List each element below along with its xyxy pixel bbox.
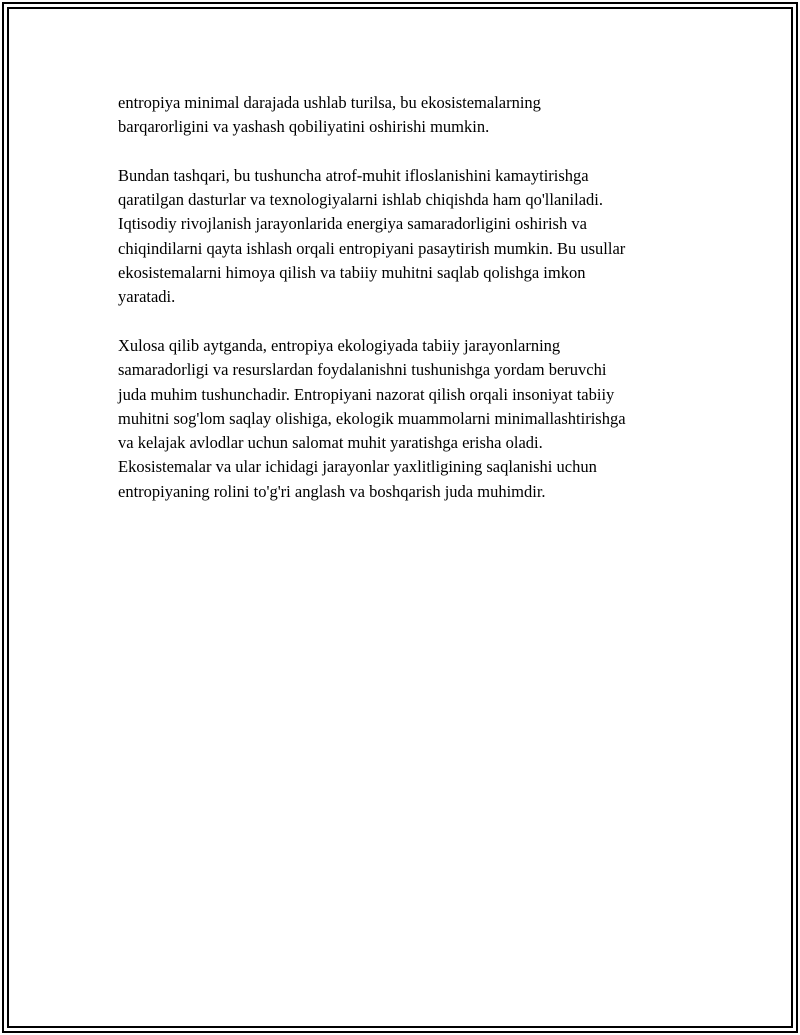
paragraph-3 — [118, 334, 698, 504]
document-body — [118, 91, 698, 528]
text-line: Bundan tashqari, bu tushuncha atrof-muhit ifloslanishini kamaytirishga — [118, 165, 589, 185]
text-line: juda muhim tushunchadir. Entropiyani nazorat qilish orqali insoniyat tabiiy — [118, 384, 615, 404]
text-line: barqarorligini va yashash qobiliyatini oshirishi mumkin. — [118, 117, 490, 137]
text-line: Xulosa qilib aytganda, entropiya ekologiyada tabiiy jarayonlarning — [118, 335, 561, 355]
text-line: va kelajak avlodlar uchun salomat muhit yaratishga erisha oladi. — [118, 433, 543, 453]
text-line: entropiyaning rolini to'g'ri anglash va boshqarish juda muhimdir. — [118, 481, 546, 501]
text-line: chiqindilarni qayta ishlash orqali entropiyani pasaytirish mumkin. Bu usullar — [118, 238, 626, 258]
text-line: samaradorligi va resurslardan foydalanishni tushunishga yordam beruvchi — [118, 360, 607, 380]
paragraph-2 — [118, 164, 698, 310]
paragraph-1 — [118, 91, 698, 140]
text-line: entropiya minimal darajada ushlab turilsa, bu ekosistemalarning — [118, 93, 541, 112]
text-line: qaratilgan dasturlar va texnologiyalarni ishlab chiqishda ham qo'llaniladi. — [118, 190, 604, 210]
text-line: muhitni sog'lom saqlay olishiga, ekologik muammolarni minimallashtirishga — [118, 408, 626, 428]
text-line: Ekosistemalar va ular ichidagi jarayonlar yaxlitligining saqlanishi uchun — [118, 457, 597, 477]
text-line: Iqtisodiy rivojlanish jarayonlarida energiya samaradorligini oshirish va — [118, 214, 587, 234]
text-line: ekosistemalarni himoya qilish va tabiiy muhitni saqlab qolishga imkon — [118, 263, 586, 283]
text-line: yaratadi. — [118, 287, 176, 307]
